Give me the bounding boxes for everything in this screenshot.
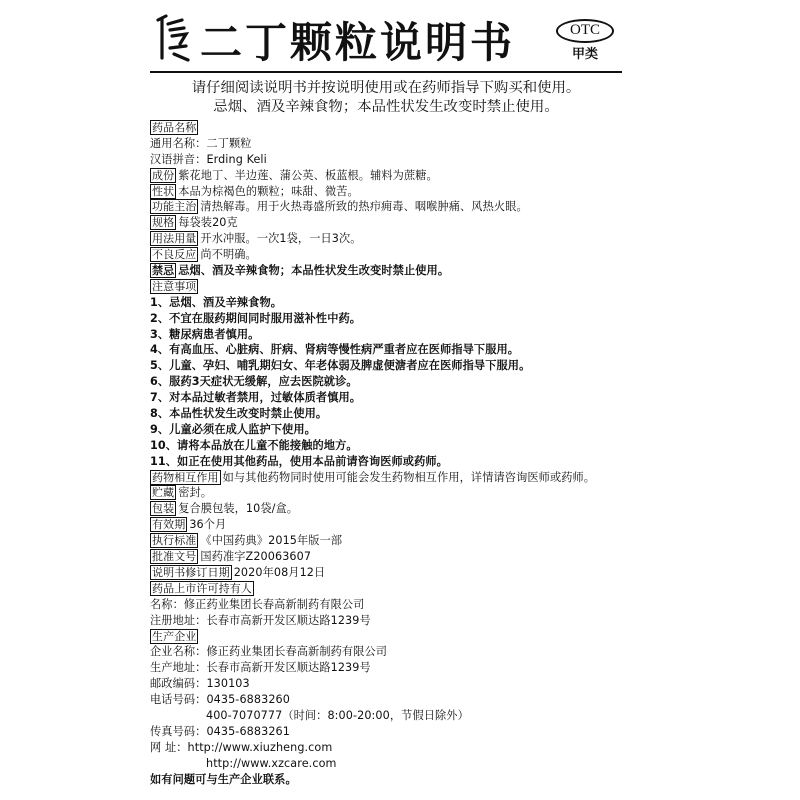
leaflet-body <box>150 120 622 787</box>
precaution-item: 11、如正在使用其他药品，使用本品前请咨询医师或药师。 <box>150 454 448 468</box>
precaution-item: 2、不宜在服药期间同时服用滋补性中药。 <box>150 311 362 325</box>
fax-number: 传真号码：0435-6883261 <box>150 724 290 738</box>
section-dosage: 用法用量 开水冲服。一次1袋，一日3次。 <box>152 232 362 246</box>
section-approval: 批准文号 国药准字Z20063607 <box>152 550 312 564</box>
section-heading: 不良反应 <box>152 248 197 262</box>
section-heading: 注意事项 <box>152 279 197 293</box>
section-heading: 功能主治 <box>152 200 197 214</box>
section-heading: 用法用量 <box>152 232 197 246</box>
section-package: 包装 复合膜包装，10袋/盒。 <box>152 502 299 516</box>
section-precautions <box>150 279 622 295</box>
precaution-item: 4、有高血压、心脏病、肝病、肾病等慢性病严重者应在医师指导下服用。 <box>150 343 520 357</box>
brand-logo <box>152 14 192 64</box>
section-heading: 批准文号 <box>152 550 197 564</box>
footer-note: 如有问题可与生产企业联系。 <box>150 772 297 786</box>
section-heading: 执行标准 <box>152 534 197 548</box>
section-heading: 包装 <box>152 502 175 516</box>
title-divider <box>150 71 622 73</box>
section-revision: 说明书修订日期 2020年08月12日 <box>152 565 326 579</box>
section-heading: 药品上市许可持有人 <box>152 581 252 595</box>
section-heading: 说明书修订日期 <box>152 565 230 579</box>
section-mah <box>150 581 622 597</box>
section-heading: 药物相互作用 <box>152 470 219 484</box>
warning-line-2: 忌烟、酒及辛辣食物；本品性状发生改变时禁止使用。 <box>213 99 559 115</box>
website: 网 址：http://www.xiuzheng.com <box>150 740 333 754</box>
mah-name: 名称：修正药业集团长春高新制药有限公司 <box>150 597 365 611</box>
website-2: http://www.xzcare.com <box>206 756 337 770</box>
section-heading: 禁忌 <box>152 264 175 278</box>
precaution-item: 8、本品性状发生改变时禁止使用。 <box>150 407 328 421</box>
document-title: 二丁颗粒说明书 <box>200 18 516 67</box>
precaution-item: 1、忌烟、酒及辛辣食物。 <box>150 295 283 309</box>
section-drug-name <box>150 120 622 136</box>
section-manufacturer <box>150 629 622 645</box>
section-indications: 功能主治 清热解毒。用于火热毒盛所致的热疖痈毒、咽喉肿痛、风热火眼。 <box>152 200 528 214</box>
otc-badge: OTC <box>556 19 614 43</box>
precaution-item: 6、服药3天症状无缓解，应去医院就诊。 <box>150 375 358 389</box>
section-adverse: 不良反应 尚不明确。 <box>152 248 257 262</box>
section-specification: 规格 每袋装20克 <box>152 216 238 230</box>
section-ingredients: 成份 紫花地丁、半边莲、蒲公英、板蓝根。辅料为蔗糖。 <box>152 168 438 182</box>
precaution-item: 5、儿童、孕妇、哺乳期妇女、年老体弱及脾虚便溏者应在医师指导下服用。 <box>150 359 531 373</box>
section-interactions: 药物相互作用 如与其他药物同时使用可能会发生药物相互作用，详情请咨询医师或药师。 <box>152 470 596 484</box>
precaution-item: 9、儿童必须在成人监护下使用。 <box>150 422 316 436</box>
postcode: 邮政编码：130103 <box>150 677 250 691</box>
section-heading: 生产企业 <box>152 629 197 643</box>
precaution-item: 7、对本品过敏者禁用，过敏体质者慎用。 <box>150 391 362 405</box>
warning-line-1: 请仔细阅读说明书并按说明使用或在药师指导下购买和使用。 <box>191 80 581 96</box>
mah-address: 注册地址：长春市高新开发区顺达路1239号 <box>150 613 371 627</box>
precaution-item: 3、糖尿病患者慎用。 <box>150 327 260 341</box>
manufacturer-name: 企业名称：修正药业集团长春高新制药有限公司 <box>150 645 388 659</box>
section-heading: 成份 <box>152 168 175 182</box>
section-heading: 贮藏 <box>152 486 175 500</box>
section-description: 性状 本品为棕褐色的颗粒；味甜、微苦。 <box>152 184 359 198</box>
section-heading: 有效期 <box>152 518 186 532</box>
generic-name: 通用名称：二丁颗粒 <box>150 136 252 150</box>
precaution-item: 10、请将本品放在儿童不能接触的地方。 <box>150 438 358 452</box>
phone-number: 电话号码：0435-6883260 <box>150 693 290 707</box>
section-heading: 药品名称 <box>152 121 197 134</box>
section-heading: 规格 <box>152 216 175 230</box>
phone-number-2: 400-7070777（时间：8:00-20:00，节假日除外） <box>206 708 469 722</box>
section-contraindications: 禁忌 忌烟、酒及辛辣食物；本品性状发生改变时禁止使用。 <box>152 264 450 278</box>
section-validity: 有效期 36个月 <box>152 518 227 532</box>
pinyin-name: 汉语拼音：Erding Keli <box>150 152 267 166</box>
section-standard: 执行标准 《中国药典》2015年版一部 <box>152 534 343 548</box>
section-storage: 贮藏 密封。 <box>152 486 213 500</box>
otc-class-label: 甲类 <box>571 47 598 62</box>
manufacturer-address: 生产地址：长春市高新开发区顺达路1239号 <box>150 661 371 675</box>
section-heading: 性状 <box>152 184 175 198</box>
